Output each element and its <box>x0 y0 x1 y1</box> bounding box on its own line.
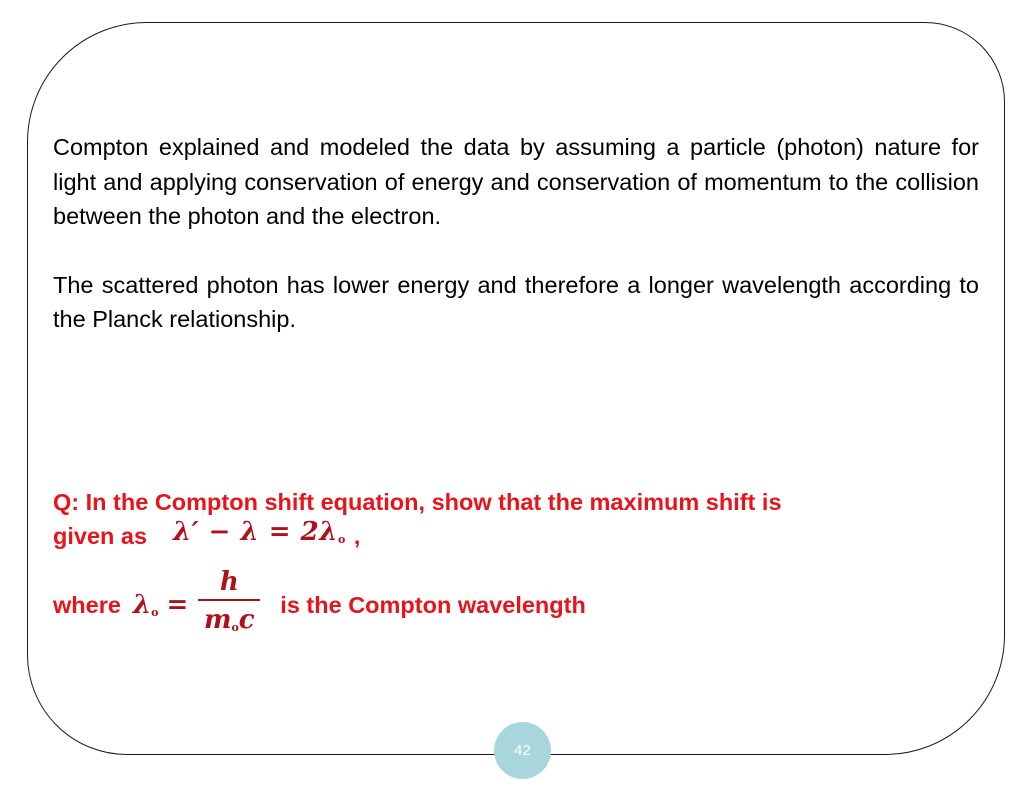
lambda-zero-symbol <box>133 590 159 620</box>
page-number-text: 42 <box>514 742 531 759</box>
paragraph-scattered-photon: The scattered photon has lower energy and therefore a longer wavelength according to the Planck relationship. <box>53 271 979 332</box>
question-block <box>53 485 983 553</box>
question-line-1: Q: In the Compton shift equation, show that the maximum shift is <box>53 489 782 515</box>
fraction-denominator <box>204 605 255 643</box>
question-comma: , <box>353 523 361 549</box>
slide-body <box>53 130 979 337</box>
lambda-subscript: o <box>151 606 159 619</box>
denominator-c: c <box>238 604 255 635</box>
denominator-mass: m <box>203 604 232 635</box>
compton-wavelength-label: is the Compton wavelength <box>280 591 586 618</box>
fraction-numerator: h <box>219 567 239 598</box>
max-shift-equation-subscript: o <box>337 533 346 546</box>
equals-sign: = <box>166 590 189 620</box>
denominator-subscript: o <box>231 620 239 634</box>
paragraph-compton-model: Compton explained and modeled the data by assuming a particle (photon) nature for light and applying conservation of energy and conservation of momentum to the collision between the photon and the electron. <box>53 134 979 229</box>
compton-wavelength-definition <box>53 560 586 650</box>
question-line-2 <box>53 519 983 553</box>
where-label: where <box>53 591 121 618</box>
lambda-symbol: λ <box>132 590 152 620</box>
fraction-bar <box>198 599 260 601</box>
max-shift-equation-main: λ′ − λ = 2λ <box>173 517 338 547</box>
question-given-as: given as <box>53 523 148 549</box>
compton-fraction <box>198 567 260 643</box>
max-shift-equation <box>173 515 346 557</box>
page-number-badge <box>494 722 551 779</box>
